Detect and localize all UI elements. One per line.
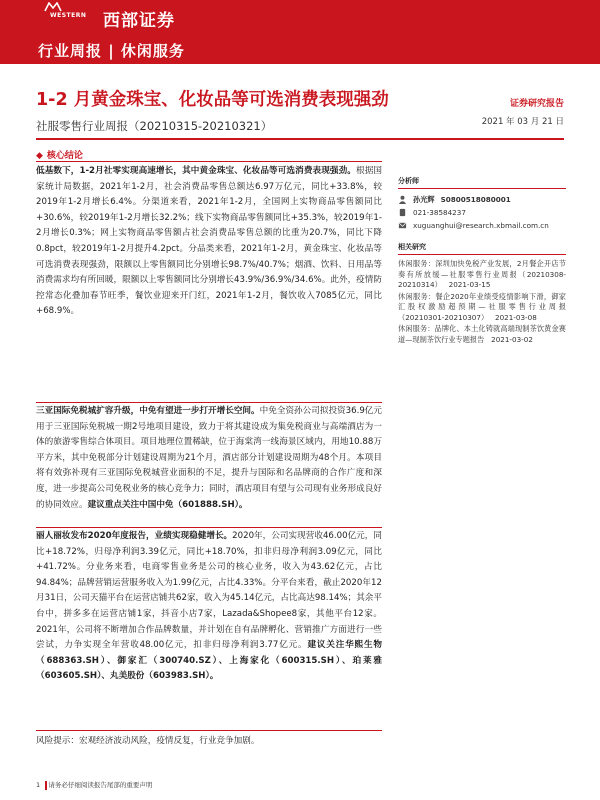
paragraph-tail: 建议重点关注中国中免（601888.SH）。 xyxy=(87,499,248,510)
divider xyxy=(36,730,382,731)
brand-name: 西部证券 xyxy=(103,11,175,31)
report-tag: 证券研究报告 xyxy=(509,99,564,109)
related-research-item[interactable]: 休闲服务：品牌化、本土化铸就高端现制茶饮黄金赛道—现制茶饮行业专题报告 2021-03-02 xyxy=(398,324,566,344)
report-header xyxy=(0,0,600,64)
email-icon xyxy=(398,221,407,230)
western-logo-icon xyxy=(44,2,62,12)
paragraph-1 xyxy=(36,164,382,320)
related-research-item[interactable]: 休闲服务：深圳加快免税产业发展，2月餐企开店节奏有所放缓—社服零售行业周报（20210308-20210314） 2021-03-15 xyxy=(398,259,566,289)
paragraph-tail: 建议关注华熙生物（688363.SH）、御家汇（300740.SZ）、上海家化（600315.SH）、珀莱雅（603605.SH）、丸美股份（603983.SH）。 xyxy=(36,640,382,682)
divider xyxy=(36,138,564,140)
divider xyxy=(36,527,382,528)
sidebar xyxy=(398,176,566,346)
logo-text: WESTERN xyxy=(50,12,87,19)
analyst-name: 孙光辉 xyxy=(413,195,435,204)
analyst-phone-row xyxy=(398,206,566,219)
paragraph-body: 2020年，公司实现营收46.00亿元，同比+18.72%，归母净利润3.39亿元，同比+18.70%，扣非归母净利润3.09亿元，同比+41.72%。分业务来看，电商零售业务是公司的核心业务，收入为43.62亿元，占比94.84%；品牌营销运营服务收入为1.99亿元，占比4.33%。分平台来看，截止2020年12月31日，公司天猫平台在运营店铺共62家，收入为45.14亿元，占比高达98.14%；其余平台中，拼多多在运营店铺1家，抖音小店7家，Lazada&Shopee8家，其他平台12家。2021年，公司将不断增加合作品牌数量，并计划在自有品牌孵化、营销推广方面进行一些尝试，力争实现全年营收48.00亿元，扣非归母净利润3.77亿元。 xyxy=(36,531,382,651)
risk-notice: 风险提示：宏观经济波动风险，疫情反复，行业竞争加剧。 xyxy=(36,736,260,746)
divider xyxy=(36,161,382,162)
analyst-email[interactable]: xuguanghui@research.xbmail.com.cn xyxy=(413,221,549,230)
divider xyxy=(398,188,566,189)
paragraph-3 xyxy=(36,529,382,685)
analyst-heading: 分析师 xyxy=(398,177,419,185)
paragraph-lead: 三亚国际免税城扩容升级，中免有望进一步打开增长空间。 xyxy=(36,406,260,416)
report-category: 行业周报 | 休闲服务 xyxy=(38,42,185,60)
phone-icon xyxy=(398,208,407,217)
page-title: 1-2 月黄金珠宝、化妆品等可选消费表现强劲 xyxy=(36,90,389,110)
page-subtitle: 社服零售行业周报（20210315-20210321） xyxy=(36,119,273,133)
related-research-item[interactable]: 休闲服务：餐企2020年业绩受疫情影响下滑，御家汇股权激励超预期—社服零售行业周报（20210301-20210307） 2021-03-08 xyxy=(398,291,566,322)
paragraph-lead: 低基数下，1-2月社零实现高速增长，其中黄金珠宝、化妆品等可选消费表现强劲。 xyxy=(36,166,356,176)
analyst-phone: 021-38584237 xyxy=(413,208,466,217)
paragraph-2 xyxy=(36,404,382,513)
person-icon xyxy=(398,195,407,204)
paragraph-body: 中免全资孙公司拟投资36.9亿元用于三亚国际免税城一期2号地项目建设，致力于将其建设成为集免税商业与高端酒店为一体的旅游零售综合体项目。项目地理位置稀缺，位于海棠湾一线海景区域内，用地10.88万平方米，其中免税部分计划建设周期为21个月，酒店部分计划建设周期为48个月。本项目将有效弥补现有三亚国际免税城营业面积的不足，提升与国际和名品牌商的合作广度和深度，进一步提高公司免税业务的核心竞争力；同时，酒店项目有望与公司现有业务形成良好的协同效应。 xyxy=(36,406,382,510)
divider xyxy=(36,402,382,403)
diamond-icon: ◆ xyxy=(36,151,43,161)
analyst-name-row xyxy=(398,193,566,206)
footer-disclaimer: 请务必仔细阅读报告尾部的重要声明 xyxy=(48,781,153,789)
report-date: 2021 年 03 月 21 日 xyxy=(481,117,564,127)
page-number: 1 xyxy=(36,781,41,789)
analyst-cert: S0800518080001 xyxy=(440,195,511,204)
analyst-email-row xyxy=(398,219,566,232)
paragraph-lead: 丽人丽妆发布2020年度报告，业绩实现稳健增长。 xyxy=(36,531,233,541)
related-research-heading: 相关研究 xyxy=(398,243,426,251)
paragraph-body: 根据国家统计局数据，2021年1-2月，社会消费品零售总额达6.97万亿元，同比+33.8%，较2019年1-2月增长6.4%。分渠道来看，2021年1-2月，全国网上实物商品零售额同比+30.6%，较2019年1-2月增长32.2%；线下实物商品零售额同比+35.3%，较2019年1-2月增长0.3%；网上实物商品零售额占社会消费品零售总额的比重为20.7%，同比下降0.8pct，较2019年1-2月提升4.2pct。分品类来看，2021年1-2月，黄金珠宝、化妆品等可选消费表现强劲，限额以上零售额同比分别增长98.7%/40.7%；烟酒、饮料、日用品等消费需求均有所回暖，限额以上零售额同比分别增长43.9%/36.9%/34.6%。此外，疫情防控常态化叠加春节旺季，餐饮业迎来开门红，2021年1-2月，餐饮收入7085亿元，同比+68.9%。 xyxy=(36,166,382,317)
section-heading: ◆ 核心结论 xyxy=(36,151,83,161)
divider xyxy=(45,781,47,790)
divider xyxy=(398,254,566,255)
page-footer xyxy=(36,780,152,789)
